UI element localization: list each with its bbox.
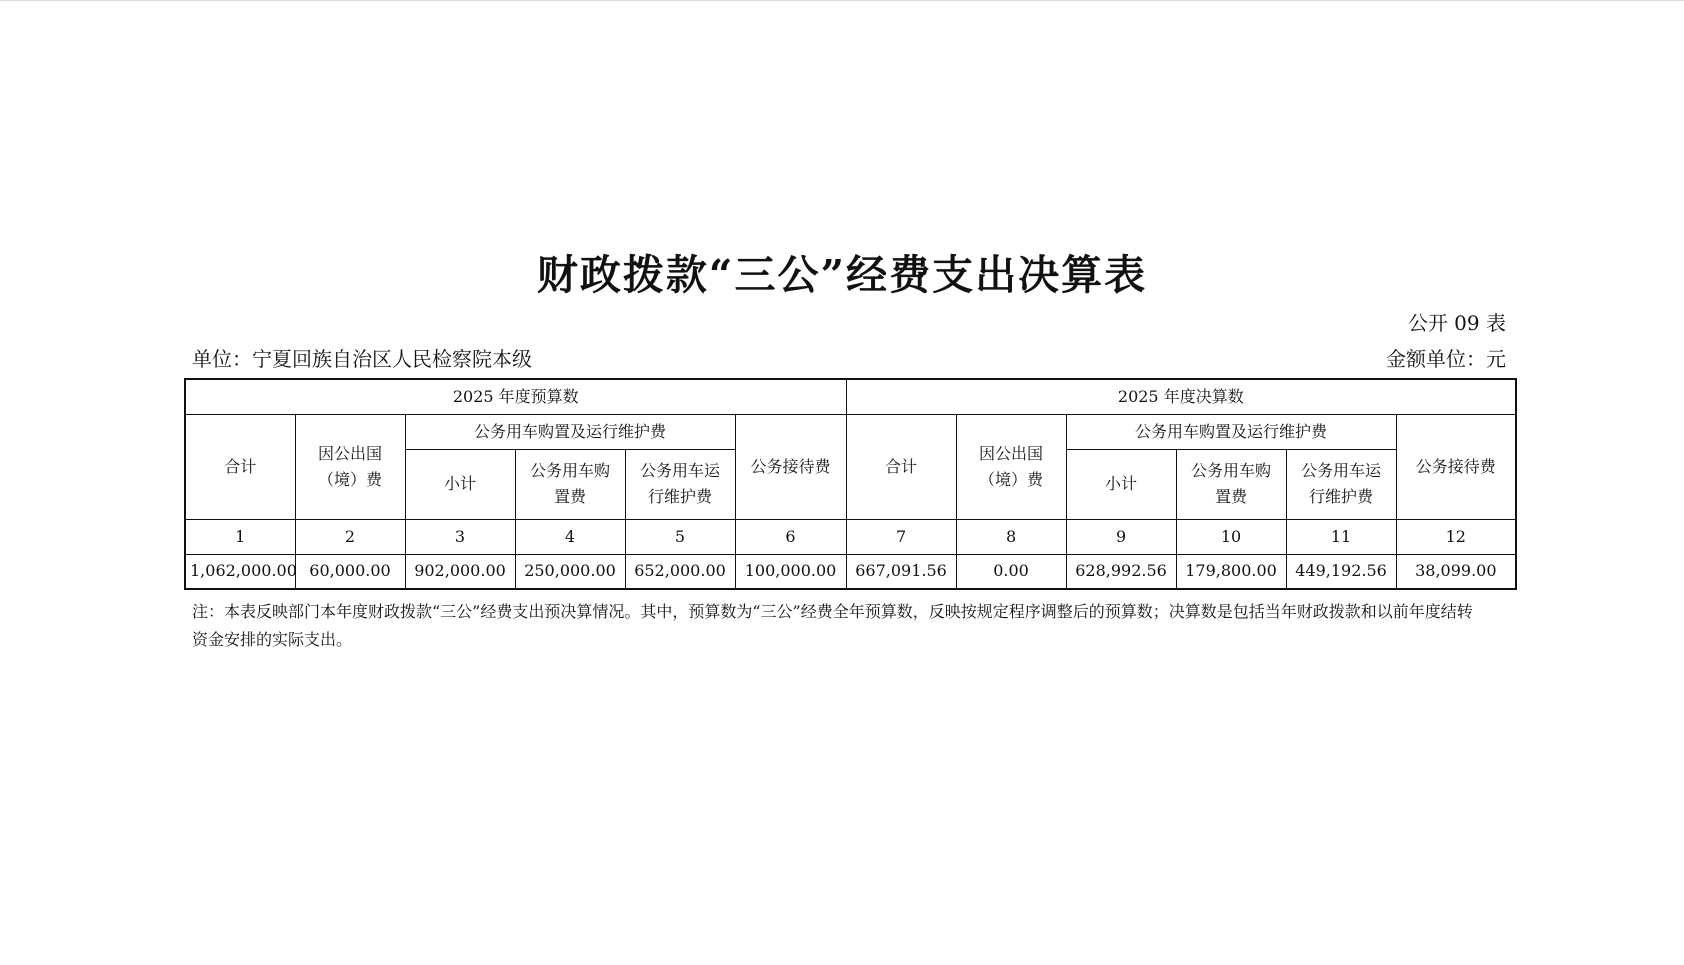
- table-row: [185, 554, 1516, 589]
- document-title: 财政拨款“三公”经费支出决算表: [536, 251, 1148, 299]
- table-header-row: [185, 414, 1516, 449]
- header-budget-reception: 公务接待费: [735, 414, 846, 519]
- column-number: 3: [405, 519, 515, 554]
- header-budget-vehicle: 公务用车购置及运行维护费: [405, 414, 735, 449]
- value-final-total: 667,091.56: [846, 554, 956, 589]
- note-line-2: 资金安排的实际支出。: [192, 630, 353, 649]
- group-header-budget: 2025 年度预算数: [185, 379, 846, 414]
- column-number-row: [185, 519, 1516, 554]
- column-number: 4: [515, 519, 625, 554]
- header-budget-total: 合计: [185, 414, 295, 519]
- value-budget-total: 1,062,000.00: [185, 554, 295, 589]
- value-final-vehicle-purchase: 179,800.00: [1176, 554, 1286, 589]
- column-number: 7: [846, 519, 956, 554]
- reporting-unit: 单位：宁夏回族自治区人民检察院本级: [192, 347, 532, 371]
- header-final-vehicle-operation: 公务用车运行维护费: [1286, 449, 1396, 519]
- amount-unit: 金额单位：元: [1386, 347, 1506, 371]
- header-budget-vehicle-purchase: 公务用车购置费: [515, 449, 625, 519]
- value-final-abroad: 0.00: [956, 554, 1066, 589]
- column-number: 11: [1286, 519, 1396, 554]
- column-number: 5: [625, 519, 735, 554]
- column-number: 10: [1176, 519, 1286, 554]
- value-budget-abroad: 60,000.00: [295, 554, 405, 589]
- column-number: 2: [295, 519, 405, 554]
- table-note: [192, 598, 1512, 654]
- value-final-vehicle-operation: 449,192.56: [1286, 554, 1396, 589]
- header-final-subtotal: 小计: [1066, 449, 1176, 519]
- header-final-abroad: 因公出国（境）费: [956, 414, 1066, 519]
- group-header-final: 2025 年度决算数: [846, 379, 1516, 414]
- value-budget-reception: 100,000.00: [735, 554, 846, 589]
- three-public-expenses-table: [184, 378, 1517, 590]
- column-number: 1: [185, 519, 295, 554]
- header-final-total: 合计: [846, 414, 956, 519]
- column-number: 9: [1066, 519, 1176, 554]
- column-number: 6: [735, 519, 846, 554]
- value-budget-vehicle-subtotal: 902,000.00: [405, 554, 515, 589]
- column-number: 8: [956, 519, 1066, 554]
- column-number: 12: [1396, 519, 1516, 554]
- header-budget-abroad: 因公出国（境）费: [295, 414, 405, 519]
- table-group-header-row: [185, 379, 1516, 414]
- top-divider: [0, 0, 1684, 1]
- value-budget-vehicle-operation: 652,000.00: [625, 554, 735, 589]
- value-final-reception: 38,099.00: [1396, 554, 1516, 589]
- header-final-vehicle: 公务用车购置及运行维护费: [1066, 414, 1396, 449]
- value-final-vehicle-subtotal: 628,992.56: [1066, 554, 1176, 589]
- header-final-reception: 公务接待费: [1396, 414, 1516, 519]
- note-line-1: 注：本表反映部门本年度财政拨款“三公”经费支出预决算情况。其中，预算数为“三公”经费全年预算数，反映按规定程序调整后的预算数；决算数是包括当年财政拨款和以前年度结转: [192, 602, 1473, 621]
- form-code: 公开 09 表: [1407, 311, 1506, 335]
- value-budget-vehicle-purchase: 250,000.00: [515, 554, 625, 589]
- header-final-vehicle-purchase: 公务用车购置费: [1176, 449, 1286, 519]
- header-budget-subtotal: 小计: [405, 449, 515, 519]
- header-budget-vehicle-operation: 公务用车运行维护费: [625, 449, 735, 519]
